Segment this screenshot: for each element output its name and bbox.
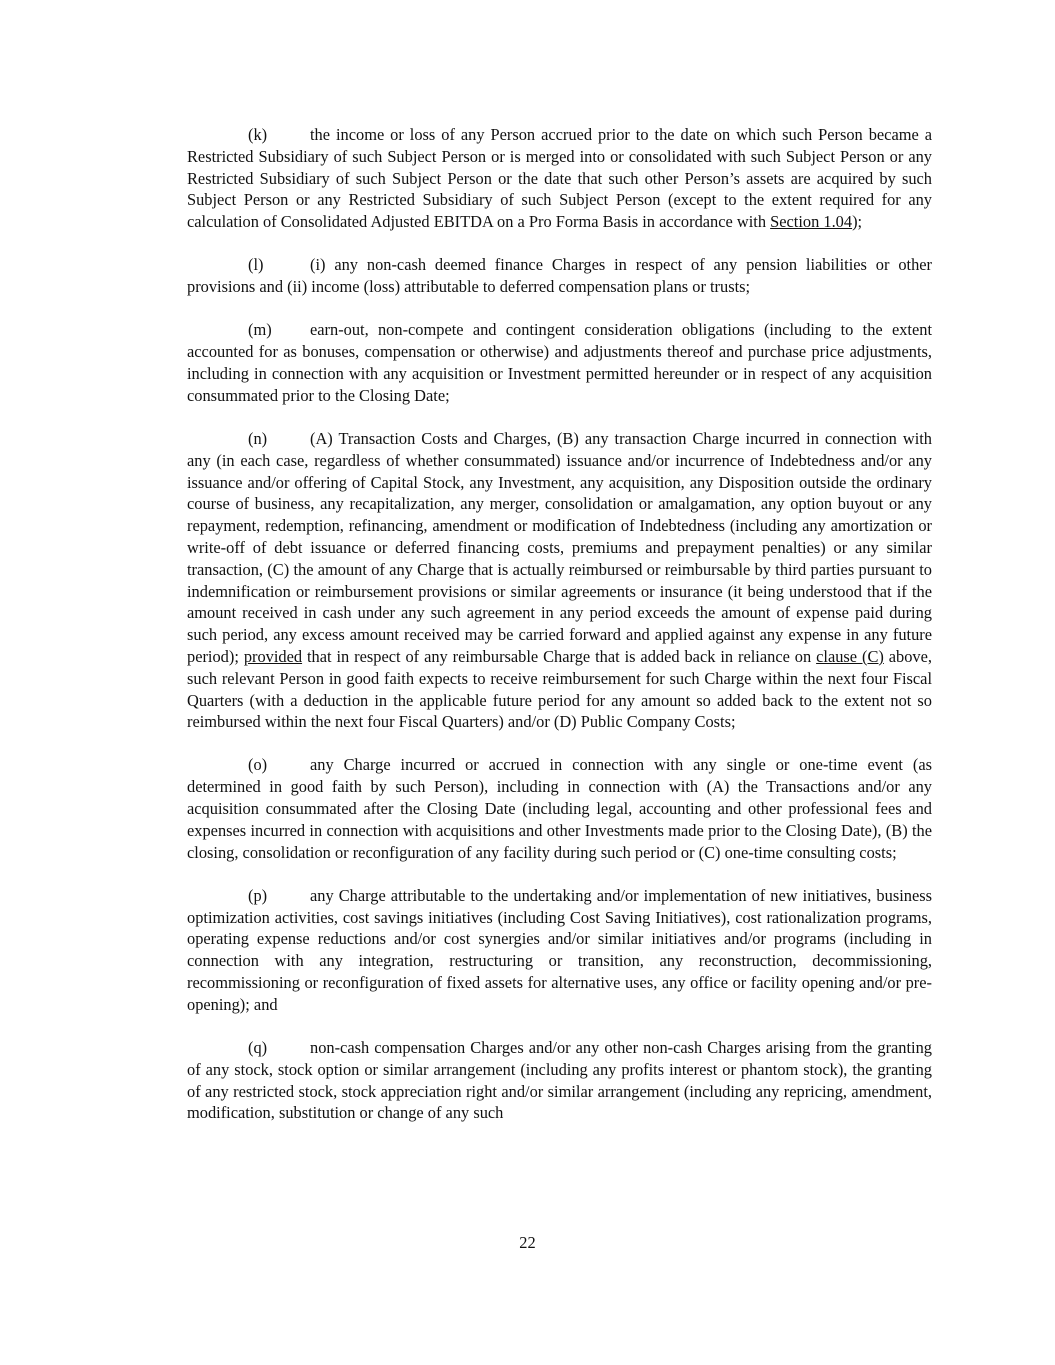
page-number: 22: [519, 1233, 536, 1252]
clause-k: [187, 124, 932, 233]
clause-label: (p): [248, 885, 268, 905]
clause-label: (k): [248, 125, 268, 144]
clause-label: (o): [248, 755, 268, 775]
clause-n: [187, 428, 932, 733]
clause-text: any Charge incurred or accrued in connection with any single or one-time event (as determined in good faith by such Person), including in connection with (A) the Transactions and/or any acquisition consummated after the Closing Date (including legal, accounting and other professional fees and expenses incurred in connection with acquisitions and other Investments made prior to the Closing Date), (B) the closing, consolidation or reconfiguration of any facility during such period or (C) one-time consulting costs;: [187, 755, 932, 862]
clause-text: above, such relevant Person in good faith expects to receive reimbursement for such Charge within the next four Fiscal Quarters (with a deduction in the applicable future period for any amount so added back to the extent not so reimbursed within the next four Fiscal Quarters) and/or (D) Public Company Costs;: [187, 646, 932, 732]
clause-p: [187, 885, 932, 1016]
clause-label: (n): [248, 428, 268, 448]
clause-reference: clause (C): [816, 646, 884, 666]
provided-underlined-term: provided: [243, 646, 303, 666]
clause-m: [187, 319, 932, 406]
clause-text: that in respect of any reimbursable Charge that is added back in reliance on: [302, 646, 817, 666]
section-reference-link: Section 1.04: [770, 212, 853, 232]
clause-label: (q): [248, 1038, 268, 1058]
clause-label: (l): [248, 255, 264, 275]
clause-text: (A) Transaction Costs and Charges, (B) any transaction Charge incurred in connection with any (in each case, regardless of whether consummated) issuance and/or incurrence of Indebtedness and/or any issuance and/or offering of Capital Stock, any Investment, any acquisition, any Disposition outside the ordinary course of business, any recapitalization, any merger, consolidation or amalgamation, any option buyout or any repayment, redemption, refinancing, amendment or modification of Indebtedness (including any amortization or write-off of debt issuance or deferred financing costs, premiums and prepayment penalties) or any similar transaction, (C) the amount of any Charge that is actually reimbursed or reimbursable by third parties pursuant to indemnification or reimbursement provisions or similar agreements or insurance (it being understood that if the amount received in cash under any such agreement in any period exceeds the amount of expense paid during such period, any excess amount received may be carried forward and applied against any expense in any future period);: [187, 428, 932, 666]
clause-o: [187, 754, 932, 863]
clause-text: the income or loss of any Person accrued prior to the date on which such Person became a Restricted Subsidiary of such Subject Person or is merged into or consolidated with such Subject Person or any Restricted Subsidiary of such Subject Person or the date that such other Person’s assets are acquired by such Subject Person or any Restricted Subsidiary of such Subject Person (except to the extent required for any calculation of Consolidated Adjusted EBITDA on a Pro Forma Basis in accordance with: [187, 125, 932, 232]
clause-text: earn-out, non-compete and contingent consideration obligations (including to the extent accounted for as bonuses, compensation or otherwise) and adjustments thereof and purchase price adjustments, including in connection with any acquisition or Investment permitted hereunder or in respect of any acquisition consummated prior to the Closing Date;: [187, 320, 932, 405]
clause-text: non-cash compensation Charges and/or any other non-cash Charges arising from the granting of any stock, stock option or similar arrangement (including any profits interest or phantom stock), the granting of any restricted stock, stock appreciation right and/or similar arrangement (including any repricing, amendment, modification, substitution or change of any such: [187, 1038, 932, 1123]
clause-l: [187, 254, 932, 298]
clause-text: );: [852, 212, 863, 232]
document-page: [187, 124, 932, 1146]
clause-text: any Charge attributable to the undertaking and/or implementation of new initiatives, business optimization activities, cost savings initiatives (including Cost Saving Initiatives), cost rationalization programs, operating expense reductions and/or cost synergies and/or similar initiatives and/or programs (including in connection with any integration, restructuring or transition, any reconstruction, decommissioning, recommissioning or reconfiguration of fixed assets for alternative uses, any office or facility opening and/or pre-opening); and: [187, 885, 932, 1014]
clause-text: (i) any non-cash deemed finance Charges in respect of any pension liabilities or other provisions and (ii) income (loss) attributable to deferred compensation plans or trusts;: [187, 255, 932, 297]
clause-label: (m): [248, 320, 272, 340]
clause-q: [187, 1037, 932, 1124]
